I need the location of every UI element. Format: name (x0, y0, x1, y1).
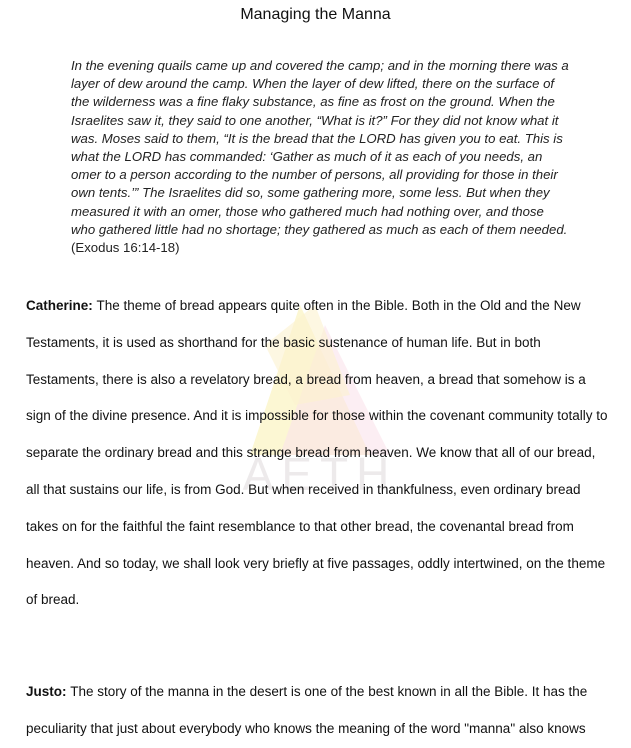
dialogue-paragraph-catherine (26, 288, 611, 619)
watermark-text: AETH (242, 448, 398, 500)
paragraph-text: The story of the manna in the desert is one of the best known in all the Bible. It has the peculiarity that just about everybody who knows the meaning of the word "manna" also knows (26, 684, 588, 736)
dialogue-paragraph-justo (26, 674, 611, 748)
speaker-name: Catherine: (26, 298, 97, 313)
scripture-passage (71, 57, 571, 257)
scripture-reference: (Exodus 16:14-18) (71, 240, 180, 256)
paragraph-text: The theme of bread appears quite often in the Bible. Both in the Old and the New Testaments, it is used as shorthand for the basic sustenance of human life. But in both Testaments, there is also a revelatory bread, a bread from heaven, a bread that somehow is a sign of the divine presence. And it is impossible for those within the covenant community totally to separate the ordinary bread and this strange bread from heaven. We know that all of our bread, all that sustains our life, is from God. But when received in thankfulness, even ordinary bread takes on for the faithful the faint resemblance to that other bread, the covenantal bread from heaven. And so today, we shall look very briefly at five passages, oddly intertwined, on the theme of bread. (26, 298, 608, 608)
page-title: Managing the Manna (240, 6, 391, 23)
speaker-name: Justo: (26, 684, 71, 699)
scripture-text: In the evening quails came up and covered the camp; and in the morning there was a layer of dew around the camp. When the layer of dew lifted, there on the surface of the wilderness was a fine flaky substance, as fine as frost on the ground. When the Israelites saw it, they said to one another, “What is it?” For they did not know what it was. Moses said to them, “It is the bread that the LORD has given you to eat. This is what the LORD has commanded: ‘Gather as much of it as each of you needs, an omer to a person according to the number of persons, all providing for those in their own tents.’” The Israelites did so, some gathering more, some less. But when they measured it with an omer, those who gathered much had nothing over, and those who gathered little had no shortage; they gathered as much as each of them needed. (71, 58, 569, 237)
